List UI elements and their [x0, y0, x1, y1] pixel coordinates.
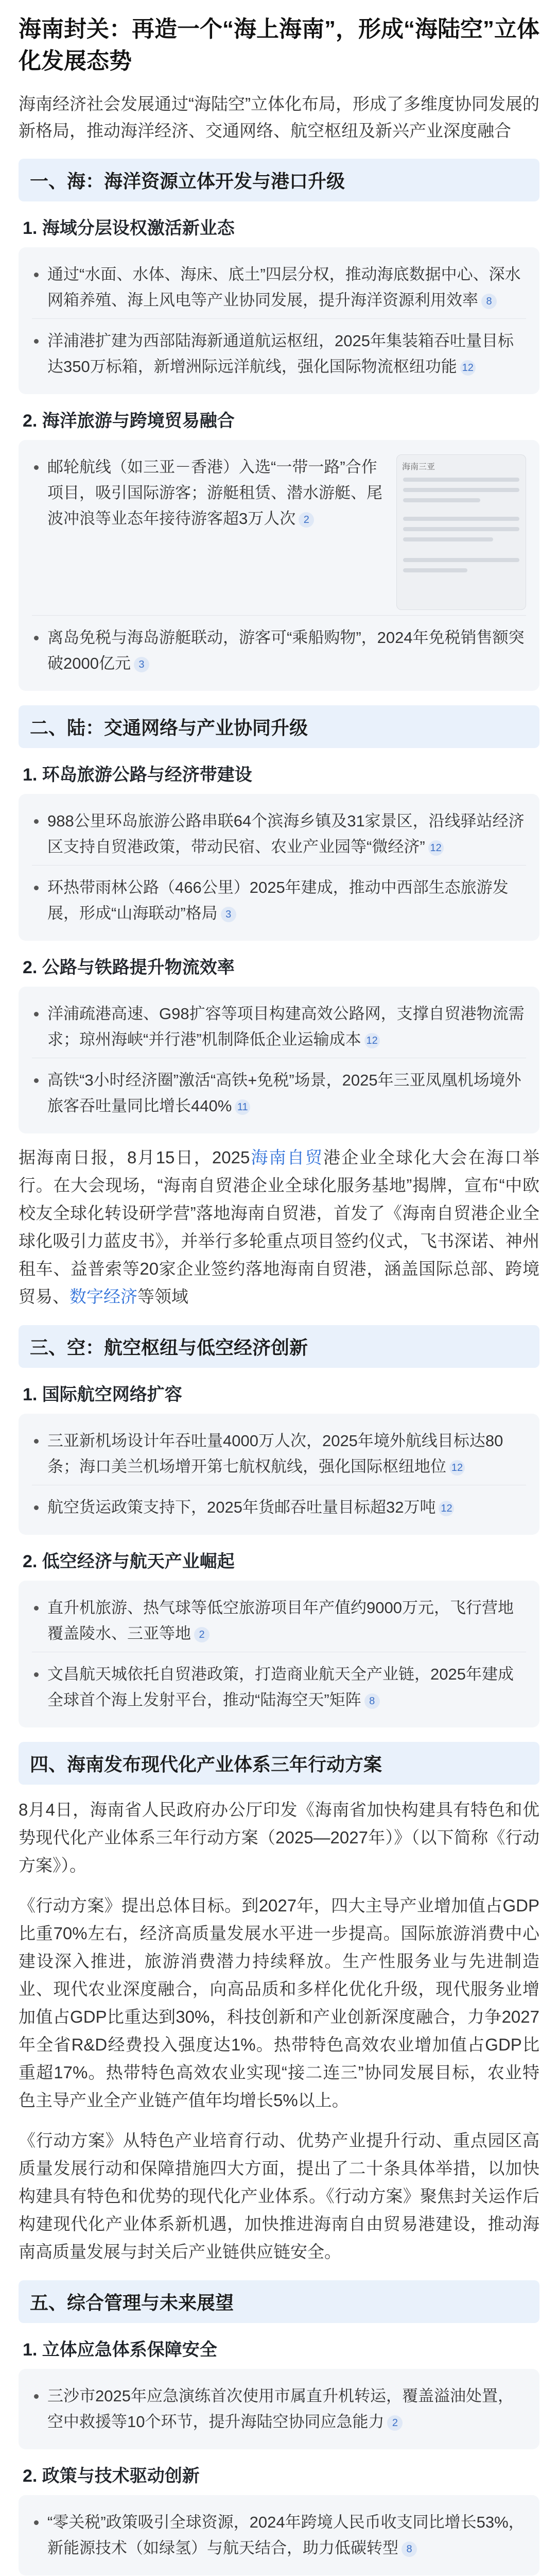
item-text: “零关税”政策吸引全球资源，2024年跨境人民币收支同比增长53%，新能源技术（如绿氢）与航天结合，助力低碳转型 — [47, 2513, 525, 2557]
para-text: 据海南日报，8月15日，2025 — [19, 1148, 250, 1167]
list-item — [32, 2383, 526, 2435]
list-item — [32, 875, 526, 926]
citation-badge[interactable]: 12 — [449, 1460, 465, 1476]
list-item — [32, 625, 526, 676]
list-item — [32, 1067, 526, 1119]
citation-badge[interactable]: 8 — [481, 294, 497, 309]
list-item — [32, 1001, 526, 1053]
citation-badge[interactable]: 3 — [221, 907, 236, 922]
article-lead: 海南经济社会发展通过“海陆空”立体化布局，形成了多维度协同发展的新格局，推动海洋经济、交通网络、航空枢纽及新兴产业深度融合 — [19, 94, 539, 140]
bullet-card — [19, 794, 539, 941]
item-text: 直升机旅游、热气球等低空旅游项目年产值约9000万元，飞行营地覆盖陵水、三亚等地 — [47, 1599, 514, 1642]
item-with-image — [32, 450, 526, 610]
item-text: 邮轮航线（如三亚－香港）入选“一带一路”合作项目，吸引国际游客；游艇租赁、潜水游艇、尾波冲浪等业态年接待游客超3万人次 — [47, 458, 382, 528]
subheading: 1. 国际航空网络扩容 — [23, 1385, 182, 1404]
bullet-card — [19, 440, 539, 691]
subheading: 2. 海洋旅游与跨境贸易融合 — [23, 411, 235, 431]
item-text: 环热带雨林公路（466公里）2025年建成，推动中西部生态旅游发展，形成“山海联动”格局 — [47, 878, 509, 922]
citation-badge[interactable]: 12 — [460, 360, 476, 376]
subheading: 1. 海域分层设权激活新业态 — [23, 218, 235, 238]
divider — [32, 615, 526, 616]
citation-badge[interactable]: 12 — [364, 1033, 380, 1048]
item-text: 洋浦港扩建为西部陆海新通道航运枢纽，2025年集装箱吞吐量目标达350万标箱，新增洲际远洋航线，强化国际物流枢纽功能 — [47, 332, 514, 376]
item-text: 988公里环岛旅游公路串联64个滨海乡镇及31家景区，沿线驿站经济区支持自贸港政策，带动民宿、农业产业园等“微经济” — [47, 812, 525, 856]
list-item — [32, 262, 526, 313]
body-paragraph: 《行动方案》提出总体目标。到2027年，四大主导产业增加值占GDP比重70%左右，经济高质量发展水平进一步提高。国际旅游消费中心建设深入推进，旅游消费潜力持续释放。生产性服务业与先进制造业、现代农业深度融合，向高品质和多样化优化升级，现代服务业增加值占GDP比重达到30%，科技创新和产业创新深度融合，力争2027年全省R&D经费投入强度达1%。热带特色高效农业增加值占GDP比重超17%。热带特色高效农业实现“接二连三”协同发展目标，农业特色主导产业全产业链产值年均增长5%以上。 — [19, 1896, 539, 2110]
para-text: 等领域 — [137, 1287, 188, 1306]
section-heading-air: 三、空：航空枢纽与低空经济创新 — [19, 1325, 539, 1368]
list-item — [32, 328, 526, 380]
para-text: 港企业全球化大会在海口举行。在大会现场，“海南自贸港企业全球化服务基地”揭牌，宣布“中欧校友全球化转设研学营”落地海南自贸港，首发了《海南自贸港企业全球化吸引力蓝皮书》，并举行多轮重点项目签约仪式，飞书深诺、神州租车、益普索等20家企业签约落地海南自贸港，涵盖国际总部、跨境贸易、 — [19, 1148, 539, 1306]
item-text: 三沙市2025年应急演练首次使用市属直升机转运，覆盖溢油处置，空中救援等10个环节，提升海陆空协同应急能力 — [47, 2387, 514, 2431]
subheading: 2. 政策与技术驱动创新 — [23, 2466, 200, 2486]
item-text: 离岛免税与海岛游艇联动，游客可“乘船购物”，2024年免税销售额突破2000亿元 — [47, 629, 525, 672]
divider — [32, 318, 526, 319]
item-text: 高铁“3小时经济圈”激活“高铁+免税”场景，2025年三亚凤凰机场境外旅客吞吐量同比增长440% — [47, 1071, 521, 1115]
article-title: 海南封关：再造一个“海上海南”，形成“海陆空”立体化发展态势 — [19, 16, 539, 74]
citation-badge[interactable]: 3 — [134, 657, 149, 672]
keyword-link[interactable]: 海南自贸 — [250, 1148, 324, 1167]
citation-badge[interactable]: 12 — [439, 1501, 454, 1516]
citation-badge[interactable]: 8 — [364, 1693, 380, 1709]
list-item — [32, 1428, 526, 1480]
list-item — [32, 1595, 526, 1647]
bullet-card — [19, 1581, 539, 1727]
bullet-card — [19, 2495, 539, 2575]
bullet-card — [19, 247, 539, 394]
item-text: 三亚新机场设计年吞吐量4000万人次，2025年境外航线目标达80条；海口美兰机场增开第七航权航线，强化国际枢纽地位 — [47, 1432, 503, 1476]
thumbnail-caption: 海南三亚 — [402, 463, 435, 471]
section-heading-industry: 四、海南发布现代化产业体系三年行动方案 — [19, 1742, 539, 1785]
bullet-card — [19, 1414, 539, 1535]
list-item — [32, 1662, 526, 1713]
list-item — [32, 1495, 526, 1520]
citation-badge[interactable]: 8 — [402, 2541, 417, 2557]
list-item — [32, 454, 385, 532]
item-text: 文昌航天城依托自贸港政策，打造商业航天全产业链，2025年建成全球首个海上发射平台，推动“陆海空天”矩阵 — [47, 1665, 514, 1709]
body-paragraph: 8月4日，海南省人民政府办公厅印发《海南省加快构建具有特色和优势现代化产业体系三年行动方案（2025—2027年）》（以下简称《行动方案》）。 — [19, 1800, 539, 1875]
bullet-card — [19, 987, 539, 1133]
citation-badge[interactable]: 2 — [194, 1627, 210, 1642]
bullet-card — [19, 2369, 539, 2449]
subheading: 1. 环岛旅游公路与经济带建设 — [23, 765, 252, 785]
subheading: 1. 立体应急体系保障安全 — [23, 2340, 217, 2360]
section-heading-sea: 一、海：海洋资源立体开发与港口升级 — [19, 159, 539, 201]
list-item — [32, 808, 526, 860]
divider — [32, 865, 526, 866]
body-paragraph: 《行动方案》从特色产业培育行动、优势产业提升行动、重点园区高质量发展行动和保障措施四大方面，提出了二十条具体举措，以加快构建具有特色和优势的现代化产业体系。《行动方案》聚焦封关运作后构建现代化产业体系新机遇，加快推进海南自由贸易港建设，推动海南高质量发展与封关后产业链供应链安全。 — [19, 2131, 539, 2261]
subheading: 2. 公路与铁路提升物流效率 — [23, 958, 235, 977]
section-heading-outlook: 五、综合管理与未来展望 — [19, 2280, 539, 2323]
item-text: 航空货运政策支持下，2025年货邮吞吐量目标超32万吨 — [47, 1498, 436, 1516]
keyword-link[interactable]: 数字经济 — [69, 1287, 137, 1306]
citation-badge[interactable]: 12 — [428, 840, 444, 856]
list-item — [32, 2510, 526, 2561]
section-heading-land: 二、陆：交通网络与产业协同升级 — [19, 705, 539, 748]
citation-badge[interactable]: 11 — [235, 1099, 250, 1115]
subheading: 2. 低空经济与航天产业崛起 — [23, 1552, 235, 1571]
news-paragraph — [19, 1144, 539, 1311]
citation-badge[interactable]: 2 — [299, 512, 314, 528]
reference-thumbnail[interactable] — [396, 454, 526, 610]
citation-badge[interactable]: 2 — [387, 2415, 403, 2431]
item-text: 洋浦疏港高速、G98扩容等项目构建高效公路网，支撑自贸港物流需求；琼州海峡“并行港”机制降低企业运输成本 — [47, 1005, 525, 1048]
item-text: 通过“水面、水体、海床、底土”四层分权，推动海底数据中心、深水网箱养殖、海上风电等产业协同发展，提升海洋资源利用效率 — [47, 265, 521, 309]
